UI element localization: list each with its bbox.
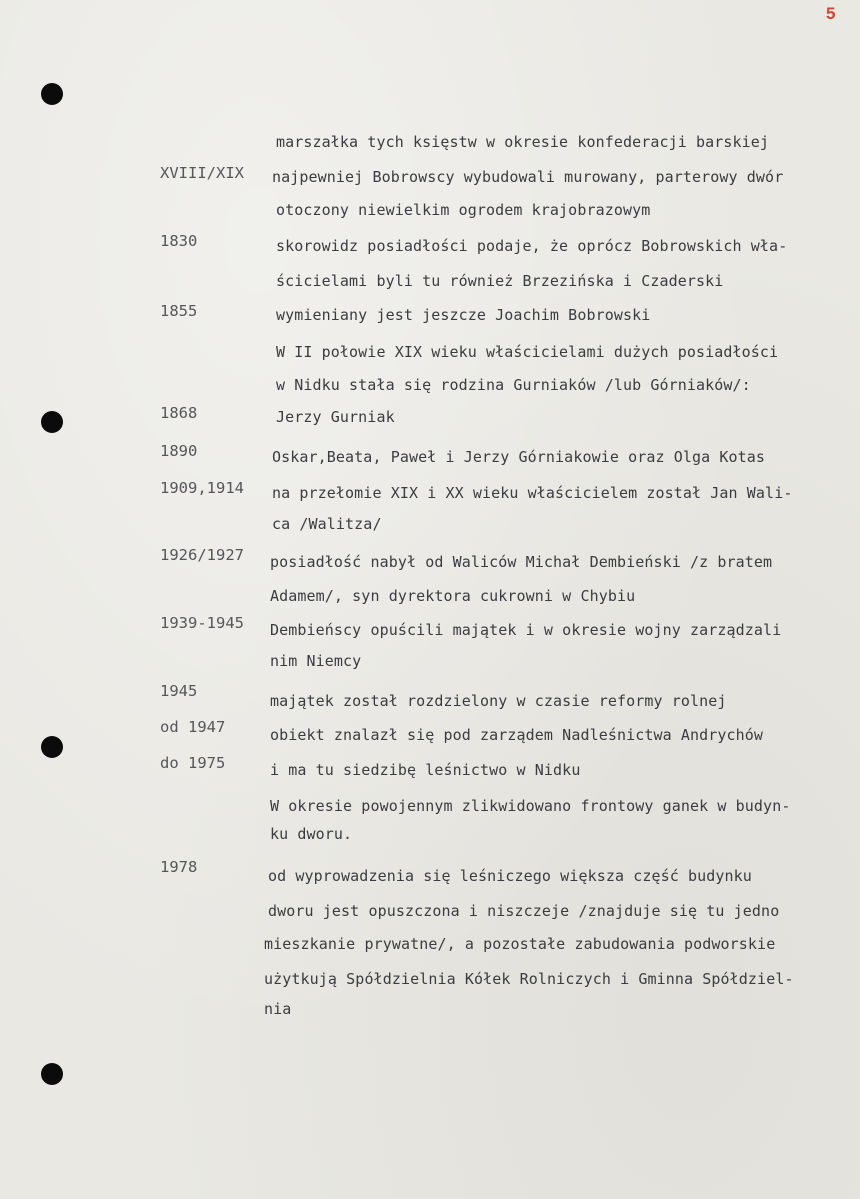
page-number: 5 (826, 4, 836, 23)
text-line: w Nidku stała się rodzina Gurniaków /lub Górniaków/: (276, 376, 751, 394)
text-line: wymieniany jest jeszcze Joachim Bobrowski (276, 306, 651, 324)
text-line: dworu jest opuszczona i niszczeje /znajduje się tu jedno (268, 902, 780, 920)
text-line: obiekt znalazł się pod zarządem Nadleśnictwa Andrychów (270, 726, 764, 744)
text-line: i ma tu siedzibę leśnictwo w Nidku (270, 761, 581, 779)
punch-hole (41, 736, 63, 758)
text-line: otoczony niewielkim ogrodem krajobrazowym (276, 201, 651, 219)
text-line: Jerzy Gurniak (276, 408, 395, 426)
date-label: XVIII/XIX (160, 164, 244, 182)
date-label: 1830 (160, 232, 198, 250)
punch-hole (41, 83, 63, 105)
date-label: 1978 (160, 858, 198, 876)
text-line: najpewniej Bobrowscy wybudowali murowany, parterowy dwór (272, 168, 784, 186)
text-line: skorowidz posiadłości podaje, że oprócz Bobrowskich wła- (276, 237, 788, 255)
date-label: 1909,1914 (160, 479, 244, 497)
text-line: mieszkanie prywatne/, a pozostałe zabudowania podworskie (264, 935, 776, 953)
text-line: ca /Walitza/ (272, 515, 382, 533)
text-line: majątek został rozdzielony w czasie reformy rolnej (270, 692, 727, 710)
text-line: ku dworu. (270, 825, 353, 843)
date-label: 1926/1927 (160, 546, 244, 564)
date-label: 1945 (160, 682, 198, 700)
text-line: nim Niemcy (270, 652, 362, 670)
text-line: W okresie powojennym zlikwidowano frontowy ganek w budyn- (270, 797, 791, 815)
text-line: marszałka tych księstw w okresie konfederacji barskiej (276, 133, 770, 151)
text-line: Adamem/, syn dyrektora cukrowni w Chybiu (270, 587, 636, 605)
text-line: W II połowie XIX wieku właścicielami dużych posiadłości (276, 343, 779, 361)
date-label: 1890 (160, 442, 198, 460)
text-line: Oskar,Beata, Paweł i Jerzy Górniakowie oraz Olga Kotas (272, 448, 766, 466)
text-line: ścicielami byli tu również Brzezińska i Czaderski (276, 272, 724, 290)
date-label: 1868 (160, 404, 198, 422)
text-line: Dembieńscy opuścili majątek i w okresie wojny zarządzali (270, 621, 782, 639)
date-label: 1855 (160, 302, 198, 320)
text-line: posiadłość nabył od Waliców Michał Dembieński /z bratem (270, 553, 773, 571)
punch-hole (41, 411, 63, 433)
punch-hole (41, 1063, 63, 1085)
text-line: na przełomie XIX i XX wieku właścicielem został Jan Wali- (272, 484, 793, 502)
text-line: nia (264, 1000, 292, 1018)
text-line: użytkują Spółdzielnia Kółek Rolniczych i Gminna Spółdziel- (264, 970, 794, 988)
date-label: 1939-1945 (160, 614, 244, 632)
text-line: od wyprowadzenia się leśniczego większa część budynku (268, 867, 752, 885)
date-label: do 1975 (160, 754, 226, 772)
date-label: od 1947 (160, 718, 226, 736)
